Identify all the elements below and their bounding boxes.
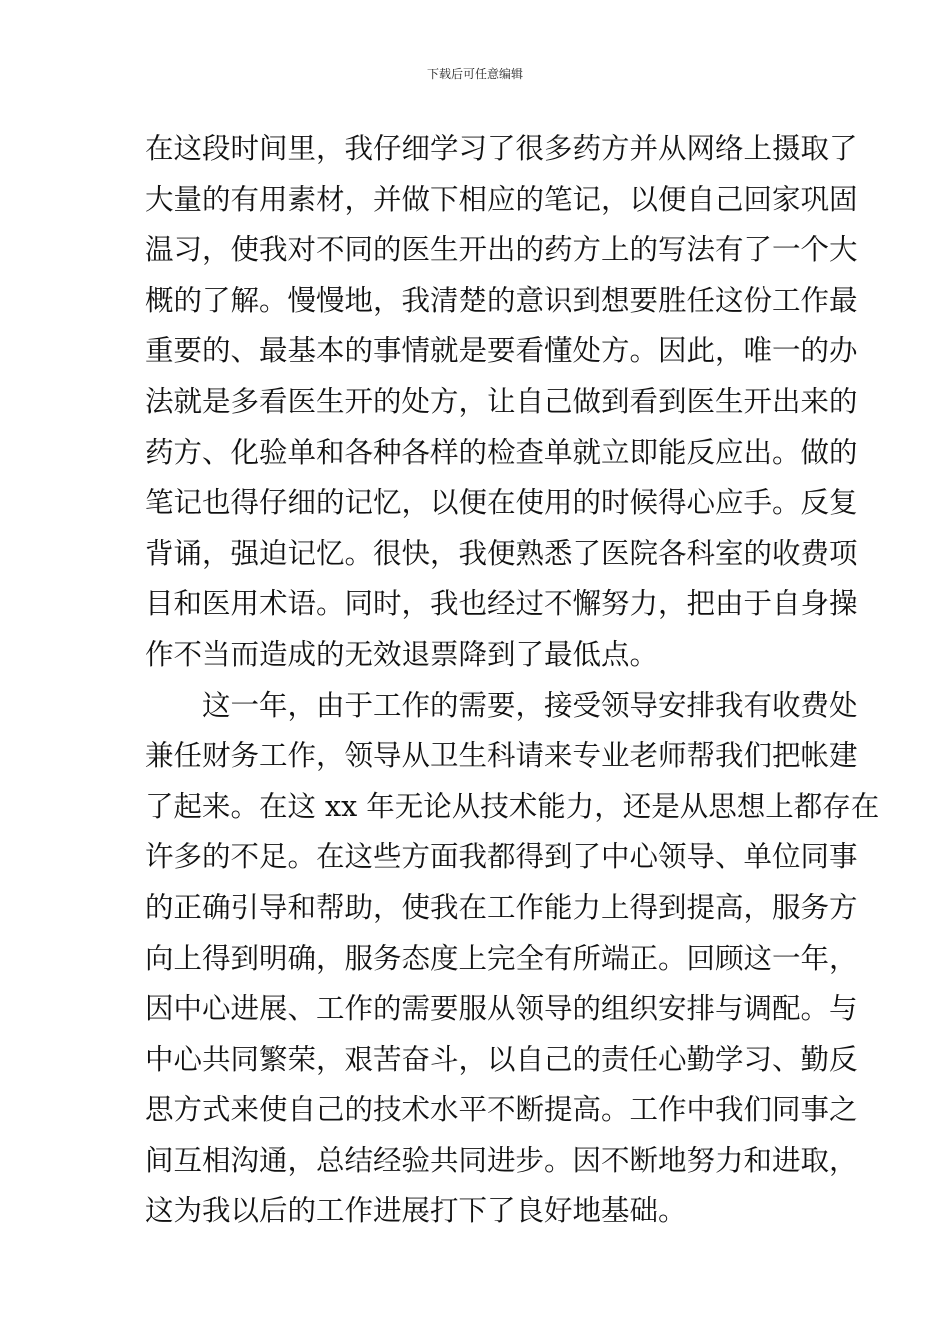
text-line: 笔记也得仔细的记忆，以便在使用的时候得心应手。反复	[145, 486, 858, 520]
text-line: 这为我以后的工作进展打下了良好地基础。	[145, 1194, 687, 1228]
text-line: 许多的不足。在这些方面我都得到了中心领导、单位同事	[145, 840, 858, 874]
text-line: 中心共同繁荣，艰苦奋斗，以自己的责任心勤学习、勤反	[145, 1042, 858, 1076]
text-line: 背诵，强迫记忆。很快，我便熟悉了医院各科室的收费项	[145, 536, 858, 570]
text-line: 法就是多看医生开的处方，让自己做到看到医生开出来的	[145, 384, 858, 418]
text-line: 目和医用术语。同时，我也经过不懈努力，把由于自身操	[145, 587, 858, 621]
page-header: 下载后可任意编辑	[426, 67, 523, 81]
text-line: 兼任财务工作，领导从卫生科请来专业老师帮我们把帐建	[145, 739, 858, 773]
text-line: 温习，使我对不同的医生开出的药方上的写法有了一个大	[145, 233, 858, 267]
text-line: 药方、化验单和各种各样的检查单就立即能反应出。做的	[145, 435, 858, 469]
paragraph-2	[145, 681, 880, 1238]
paragraph-1	[145, 124, 858, 681]
text-line: 作不当而造成的无效退票降到了最低点。	[145, 637, 659, 671]
text-line: 了起来。在这 xx 年无论从技术能力，还是从思想上都存在	[145, 789, 880, 823]
text-line: 概的了解。慢慢地，我清楚的意识到想要胜任这份工作最	[145, 283, 858, 317]
text-line: 思方式来使自己的技术水平不断提高。工作中我们同事之	[145, 1093, 858, 1127]
text-line: 的正确引导和帮助，使我在工作能力上得到提高，服务方	[145, 890, 858, 924]
document-body	[145, 124, 880, 1237]
text-line: 大量的有用素材，并做下相应的笔记，以便自己回家巩固	[145, 182, 858, 216]
text-line: 重要的、最基本的事情就是要看懂处方。因此，唯一的办	[145, 334, 858, 368]
text-line: 这一年，由于工作的需要，接受领导安排我有收费处	[202, 688, 858, 722]
text-line: 因中心进展、工作的需要服从领导的组织安排与调配。与	[145, 992, 858, 1026]
text-line: 向上得到明确，服务态度上完全有所端正。回顾这一年，	[145, 941, 858, 975]
text-line: 在这段时间里，我仔细学习了很多药方并从网络上摄取了	[145, 132, 858, 165]
text-line: 间互相沟通，总结经验共同进步。因不断地努力和进取，	[145, 1143, 858, 1177]
